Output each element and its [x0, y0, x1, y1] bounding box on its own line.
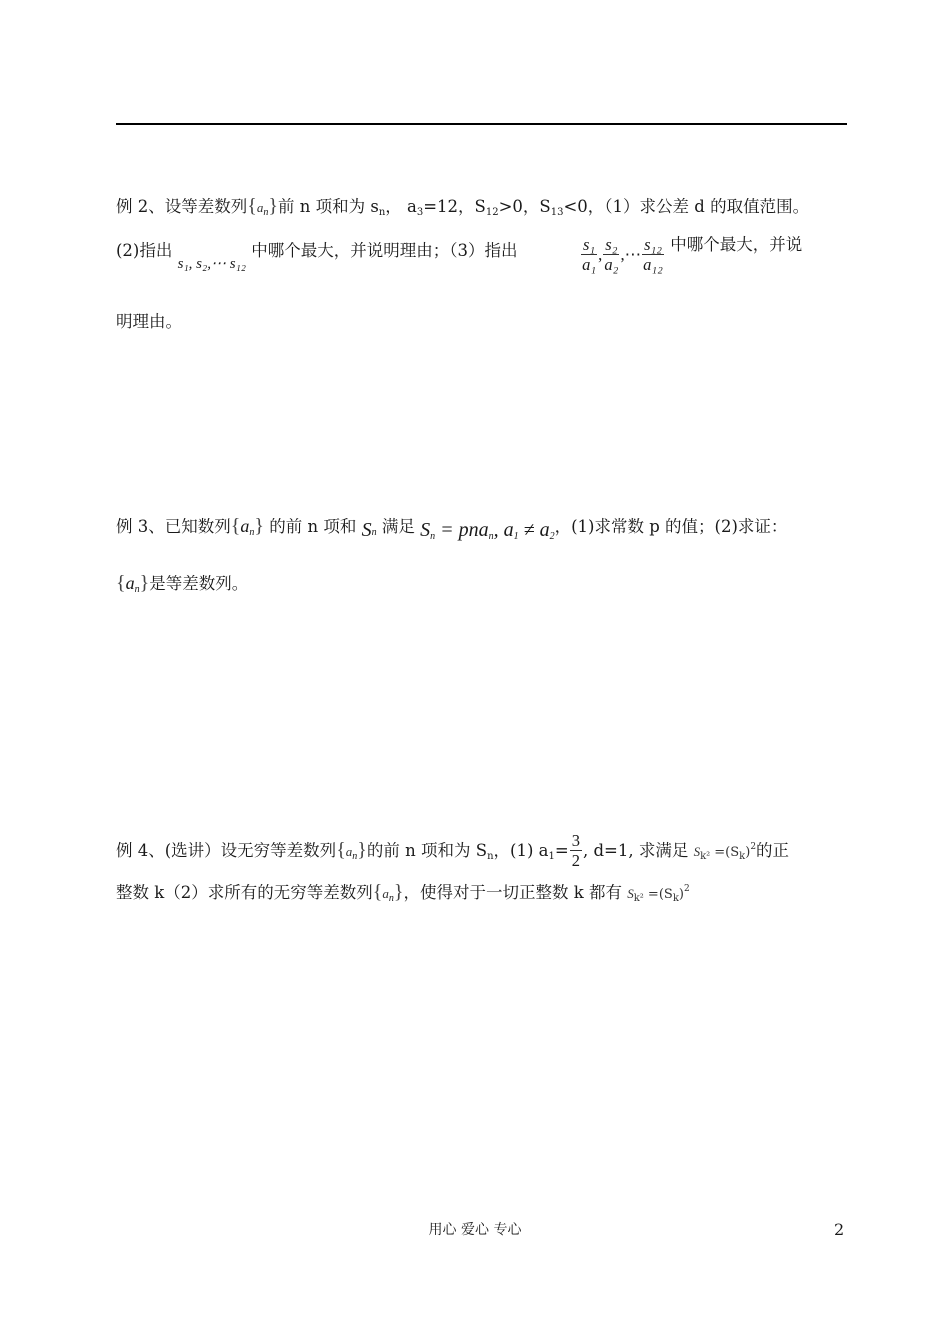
header-rule [116, 123, 847, 125]
ex3-line1: 例 3、已知数列{an} 的前 n 项和 Sn 满足 Sn = pnan, a1 ≠ a2，(1)求常数 p 的值；(2)求证： [116, 515, 788, 542]
ex4-line1: 例 4、(选讲）设无穷等差数列{an}的前 n 项和为 Sn，(1) a1= $\frac{3}{2}$ , d=1, 求满足 $S_{k^2} =(S_k)^2$的正 [116, 831, 790, 870]
sk-equation-2: $S_{k^2} =(S_k)^2$ [627, 884, 690, 904]
partial-sums-list: s₁, s₂,⋯ s₁₂ [177, 256, 246, 272]
fraction-three-halves: $\frac{3}{2}$ [571, 831, 580, 870]
ex4-line2: 整数 k（2）求所有的无穷等差数列{an}，使得对于一切正整数 k 都有 $S_{k^2} =(S_k)^2$ [116, 881, 690, 904]
ex2-text: 例 2、设等差数列 [116, 197, 248, 216]
footer-motto: 用心 爱心 专心 [428, 1222, 522, 1238]
seq-symbol: a [256, 200, 264, 215]
condition-equation: Sn = pnan, a1 ≠ a2 [420, 519, 555, 542]
fraction-s12-a12: $\frac{\text{s₁₂}}{\text{a₁₂}}$ [643, 235, 663, 274]
ex3-line2: {an}是等差数列。 [116, 572, 249, 595]
sk-equation: $S_{k^2} =(S_k)^2$ [693, 842, 757, 862]
page-number: 2 [834, 1220, 845, 1239]
ex2-line1: 例 2、设等差数列{an}前 n 项和为 sn， a3=12，S12>0，S13<0，（1）求公差 d 的取值范围。 [116, 195, 810, 218]
seq-symbol: a [240, 516, 250, 536]
ex2-fractions: $\frac{\text{s₁}}{\text{a₁}}$ , $\frac{\text{s₂}}{\text{a₂}}$ ,⋯ $\frac{\text{s₁₂}}{\text{a₁₂}}$ 中哪个最大，并说 [582, 235, 803, 274]
ex2-line2: (2)指出 s₁, s₂,⋯ s₁₂ 中哪个最大，并说明理由；（3）指出 [116, 241, 518, 272]
sum-symbol: S [361, 519, 372, 541]
fraction-s1-a1: $\frac{\text{s₁}}{\text{a₁}}$ [582, 235, 597, 274]
fraction-s2-a2: $\frac{\text{s₂}}{\text{a₂}}$ [604, 235, 619, 274]
ex2-line3: 明理由。 [116, 312, 182, 331]
